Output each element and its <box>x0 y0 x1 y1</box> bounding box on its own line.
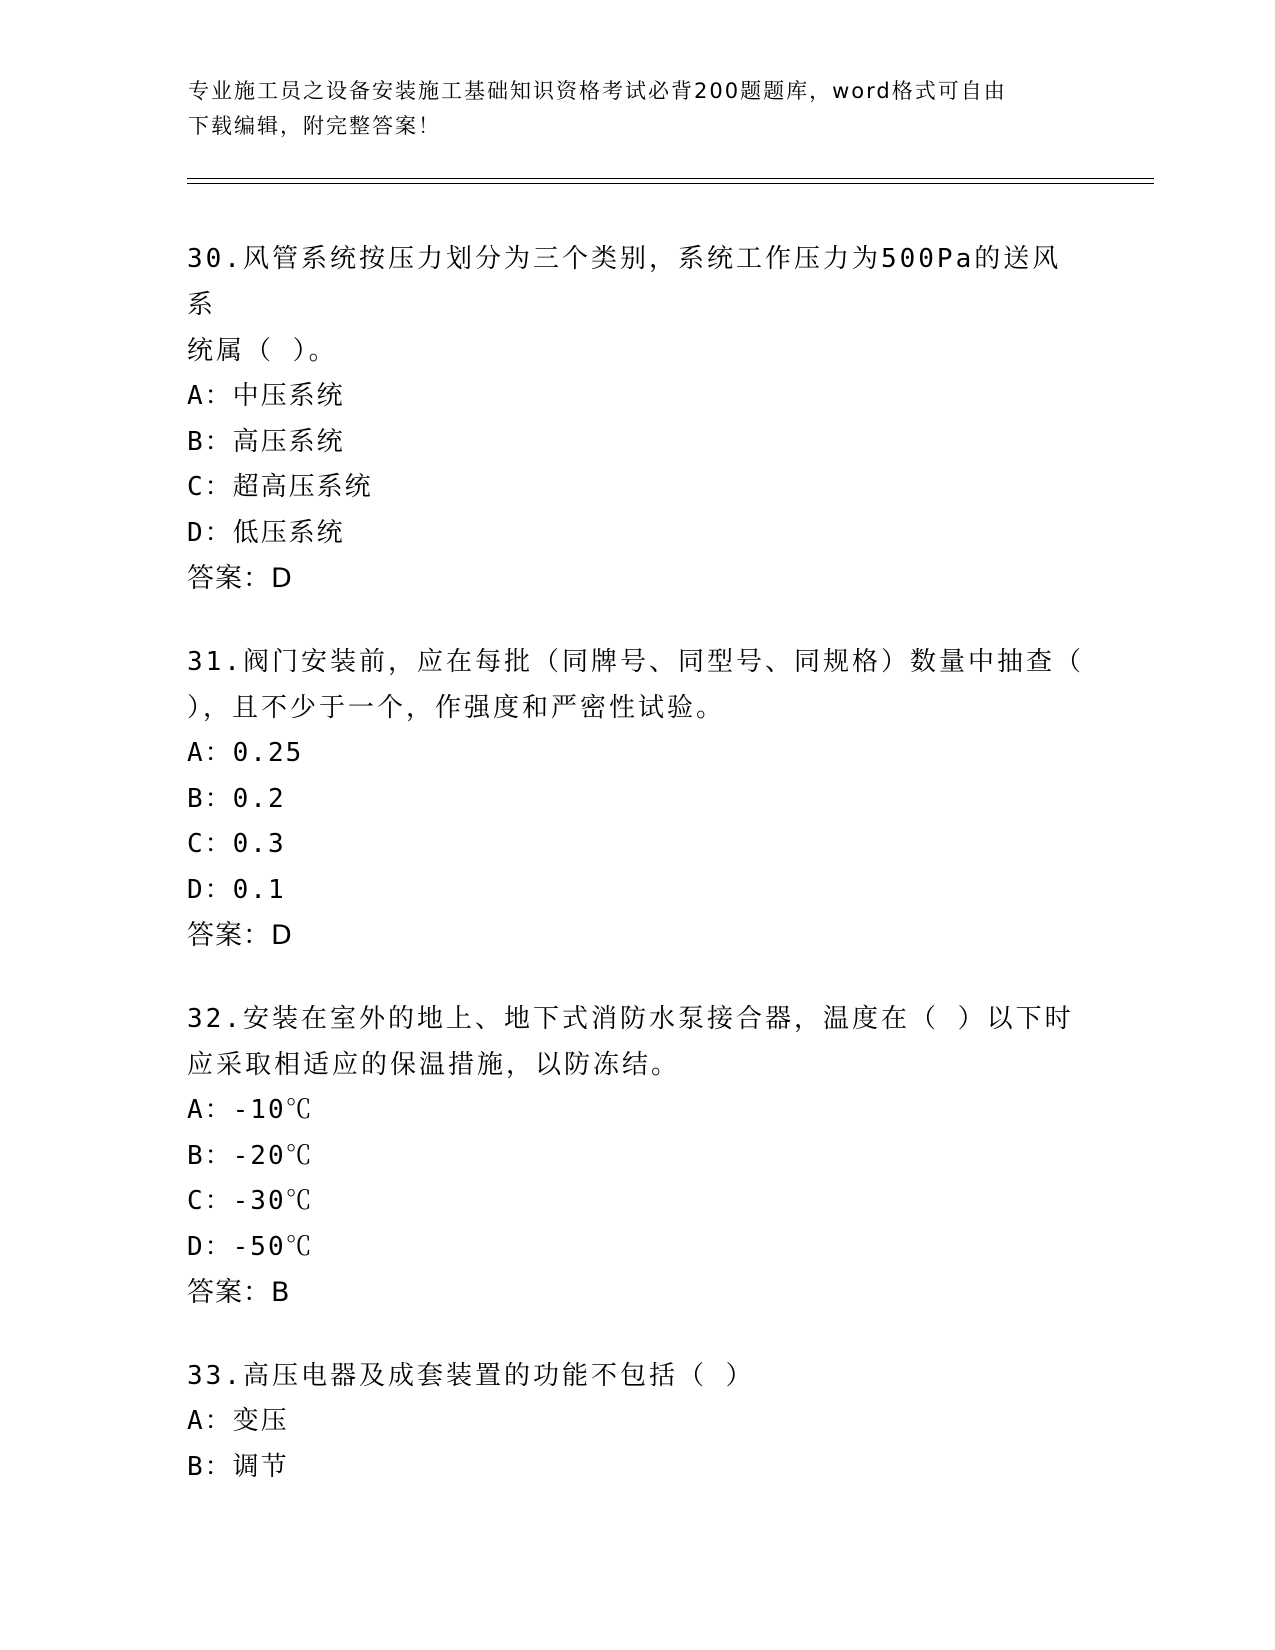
answer-line: 答案：B <box>187 1277 291 1308</box>
question-list <box>187 236 1087 1527</box>
question-stem-line: 30.风管系统按压力划分为三个类别，系统工作压力为500Pa的送风系 <box>187 244 1062 320</box>
question-stem-line: 应采取相适应的保温措施，以防冻结。 <box>187 1050 681 1080</box>
question-32 <box>187 996 1087 1316</box>
header-divider-top <box>187 178 1154 179</box>
header-line-2: 下载编辑，附完整答案！ <box>188 114 441 138</box>
question-30 <box>187 236 1087 602</box>
header-line-1: 专业施工员之设备安装施工基础知识资格考试必背200题题库，word格式可自由 <box>188 79 1007 103</box>
option-b: B：高压系统 <box>187 426 345 457</box>
question-stem-line: 31.阀门安装前，应在每批（同牌号、同型号、同规格）数量中抽查（ <box>187 647 1084 677</box>
question-33 <box>187 1353 1087 1490</box>
option-c: C：超高压系统 <box>187 472 373 502</box>
option-c: C：-30℃ <box>187 1186 314 1216</box>
option-a: A：中压系统 <box>187 381 345 411</box>
question-stem <box>187 1353 1087 1399</box>
answer-line: 答案：D <box>187 920 293 951</box>
question-stem <box>187 639 1087 731</box>
option-d: D：0.1 <box>187 874 286 905</box>
answer-line: 答案：D <box>187 563 293 594</box>
question-stem-line: 32.安装在室外的地上、地下式消防水泵接合器，温度在（ ）以下时 <box>187 1004 1074 1034</box>
question-stem <box>187 236 1087 374</box>
header-divider-bottom <box>187 183 1154 184</box>
option-a: A：-10℃ <box>187 1095 314 1125</box>
option-d: D：-50℃ <box>187 1231 314 1262</box>
document-header <box>188 74 1088 144</box>
question-stem-line: 33.高压电器及成套装置的功能不包括（ ） <box>187 1361 755 1391</box>
option-b: B：调节 <box>187 1451 289 1482</box>
option-a: A：0.25 <box>187 738 304 768</box>
option-d: D：低压系统 <box>187 517 345 548</box>
question-stem-line: 统属（ ）。 <box>187 336 338 366</box>
option-a: A：变压 <box>187 1406 289 1436</box>
option-c: C：0.3 <box>187 829 286 859</box>
question-stem-line: ），且不少于一个，作强度和严密性试验。 <box>187 693 726 723</box>
question-stem <box>187 996 1087 1088</box>
question-31 <box>187 639 1087 959</box>
option-b: B：0.2 <box>187 783 286 814</box>
option-b: B：-20℃ <box>187 1140 314 1171</box>
